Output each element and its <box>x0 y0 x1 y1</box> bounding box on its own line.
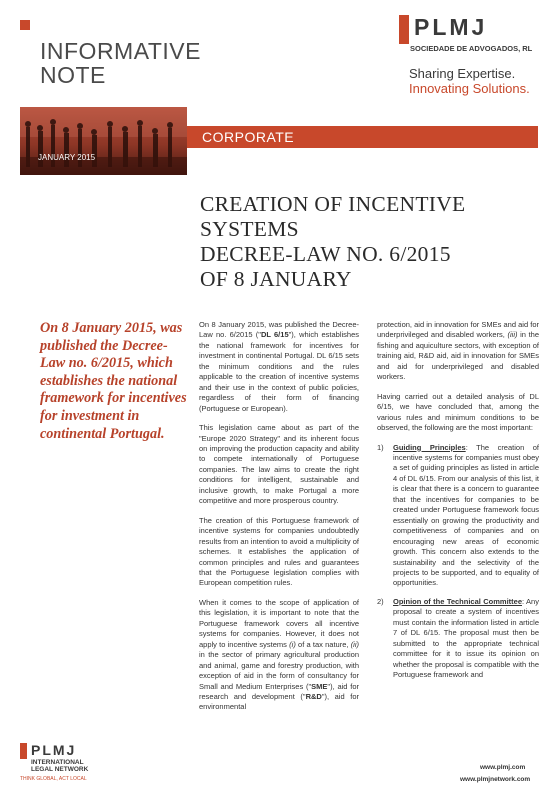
headline-line2: DECREE-LAW NO. 6/2015 <box>200 242 451 266</box>
plmj-logo: PLMJ <box>414 14 488 40</box>
banner-photo <box>20 107 187 175</box>
firm-name: SOCIEDADE DE ADVOGADOS, RL <box>410 44 533 53</box>
list-number: 1) <box>377 442 384 452</box>
corner-accent-square <box>20 20 30 30</box>
list-item: 2) Opinion of the Technical Committee: Any proposal to create a system of incentives must contain the information listed in article 7 of DL 6/15. The proposal must then be submitted to the appropriate technical committee for it to issue its opinion on whether the proposal is compatible with the Portuguese framework and <box>377 596 539 680</box>
headline-line3: OF 8 JANUARY <box>200 267 352 291</box>
body-column-1 <box>199 320 359 722</box>
plmj-logo-mark <box>399 15 409 44</box>
list-item-title: Guiding Principles <box>393 442 466 452</box>
paragraph: On 8 January 2015, was published the Decree-Law no. 6/2015 ("DL 6/15"), which establishes the national framework for incentives for investment in continental Portugal. DL 6/15 sets the minimum conditions and the rules applicable to the creation of incentive systems and their use in the context of public policies, regardless of their form of financing (Portuguese or European). <box>199 320 359 413</box>
list-item-title: Opinion of the Technical Committee <box>393 596 522 606</box>
slogan-line2: Innovating Solutions. <box>409 81 530 96</box>
note-title-line1: INFORMATIVE <box>40 38 201 64</box>
paragraph: When it comes to the scope of application of this legislation, it is important to note that the Portuguese framework covers all incentive systems for companies. However, it does not apply to incentive systems (i) of a tax nature, (ii) in the sector of primary agricultural production and animal, game and forestry production, with exception of aid in the form of consultancy for Small and Medium Enterprises ("SME"), aid for research and development ("R&D"), aid for environmental <box>199 597 360 712</box>
footer-logo-mark <box>20 743 27 759</box>
website-link[interactable]: www.plmj.com <box>480 764 526 771</box>
footer-logo: PLMJ <box>31 742 77 758</box>
network-name: INTERNATIONAL LEGAL NETWORK <box>31 759 89 773</box>
issue-date: JANUARY 2015 <box>38 153 96 162</box>
headline <box>200 192 550 292</box>
network-tagline: THINK GLOBAL, ACT LOCAL <box>20 776 87 782</box>
list-item: 1) Guiding Principles: The creation of incentive systems for companies must obey a set of guiding principles as listed in article 4 of DL 6/15. From our analysis of this list, it is clear that there is a concern to guarantee that the incentives for companies to be created under Portuguese framework focus essentially on growing the productivity and competitiveness of companies and on encouraging new areas of economic growth. This concern also extends to the sustainability and the selectivity of the projects to be supported, and to equality of opportunities. <box>377 442 540 588</box>
paragraph: protection, aid in innovation for SMEs and aid for underprivileged and disabled workers, (iii) in the fishing and aquiculture sectors, with exception of training aid, R&D aid, aid in innovation for SMEs and aid for underprivileged and disabled workers. <box>377 320 539 382</box>
note-title-line2: NOTE <box>40 62 106 88</box>
paragraph: The creation of this Portuguese framework of incentive systems for companies undoubtedly results from an intention to avoid a multiplicity of schemes. It establishes the application of common principles and rules and guarantees that the Portuguese legislation complies with European competition rules. <box>199 515 359 588</box>
section-label: CORPORATE <box>202 129 295 145</box>
intro-summary: On 8 January 2015, was published the Decree-Law no. 6/2015, which establishes the national framework for incentives for investment in continental Portugal. <box>40 320 187 442</box>
network-website-link[interactable]: www.plmjnetwork.com <box>460 776 531 783</box>
headline-line1: CREATION OF INCENTIVE SYSTEMS <box>200 192 466 241</box>
paragraph: This legislation came about as part of the "Europe 2020 Strategy" and its inherent focus on improving the production capacity and ability to compete internationally of Portuguese companies. The law aims to create the right conditions for intelligent, sustainable and inclusive growth, to make Portugal a more competitive and more prosperous country. <box>199 423 359 506</box>
paragraph: Having carried out a detailed analysis of DL 6/15, we have concluded that, among the various rules and minimum conditions to be observed, the following are the most important: <box>377 391 539 433</box>
list-number: 2) <box>377 596 384 606</box>
body-column-2 <box>377 320 539 689</box>
slogan-line1: Sharing Expertise. <box>409 66 516 81</box>
